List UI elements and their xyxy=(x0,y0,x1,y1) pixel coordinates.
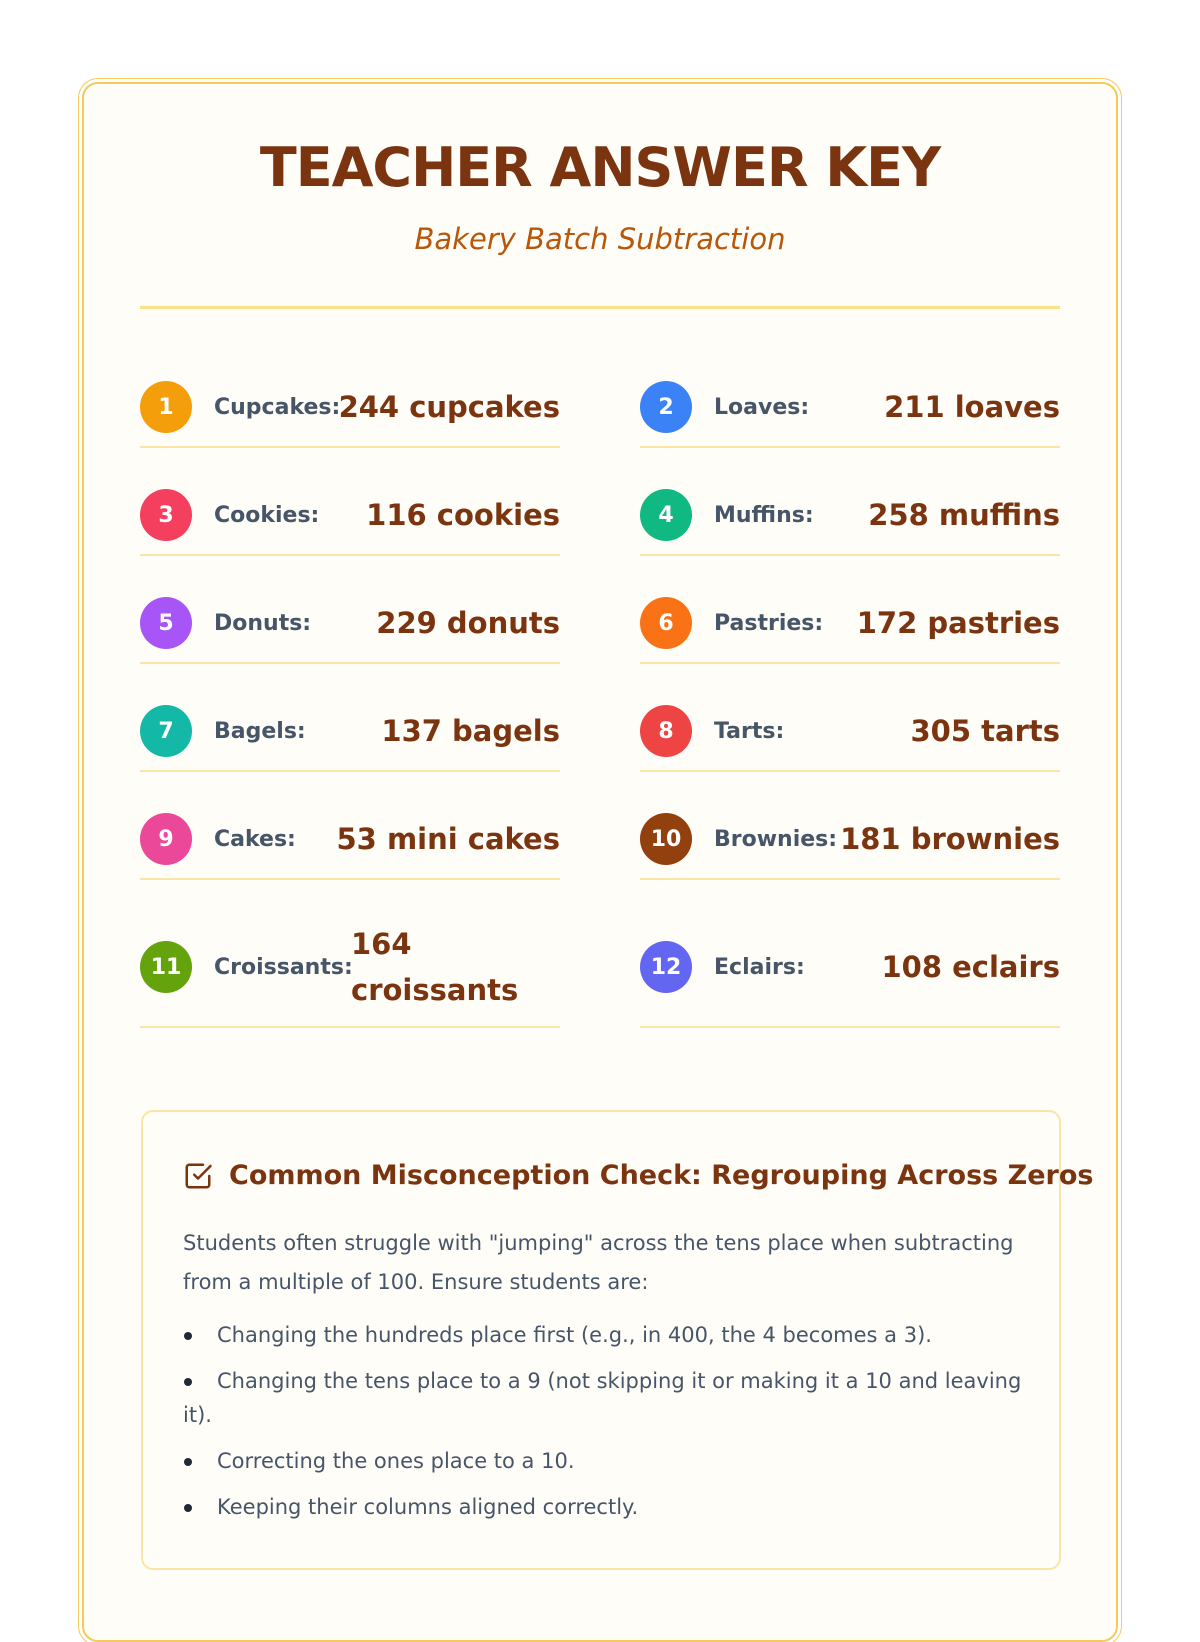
answer-value: 164 croissants xyxy=(351,927,519,1007)
answer-value: 229 donuts xyxy=(376,606,560,640)
answer-label: Loaves: xyxy=(714,394,810,420)
note-header xyxy=(183,1160,1093,1191)
answer-item-5 xyxy=(140,584,560,664)
answer-value: 244 cupcakes xyxy=(338,390,560,424)
answer-item-4 xyxy=(640,476,1060,556)
answer-label: Muffins: xyxy=(714,502,814,528)
number-badge: 2 xyxy=(640,381,692,433)
answer-item-3 xyxy=(140,476,560,556)
number-badge: 11 xyxy=(140,941,192,993)
answer-item-10 xyxy=(640,800,1060,880)
answer-item-8 xyxy=(640,692,1060,772)
answer-label: Donuts: xyxy=(214,610,312,636)
answer-item-6 xyxy=(640,584,1060,664)
page-title: TEACHER ANSWER KEY xyxy=(259,136,941,199)
checkbox-icon xyxy=(183,1161,213,1191)
note-list-item: Correcting the ones place to a 10. xyxy=(183,1444,1023,1478)
answer-value: 53 mini cakes xyxy=(336,822,560,856)
note-list-item: Changing the hundreds place first (e.g., in 400, the 4 becomes a 3). xyxy=(183,1318,1023,1352)
answer-value: 172 pastries xyxy=(856,606,1060,640)
number-badge: 8 xyxy=(640,705,692,757)
note-list xyxy=(183,1318,1023,1536)
answer-value: 305 tarts xyxy=(910,714,1060,748)
answer-label: Brownies: xyxy=(714,826,838,852)
answer-label: Croissants: xyxy=(214,954,353,980)
page-subtitle: Bakery Batch Subtraction xyxy=(414,222,786,256)
note-title: Common Misconception Check: Regrouping Across Zeros xyxy=(229,1160,1094,1191)
number-badge: 3 xyxy=(140,489,192,541)
answer-label: Pastries: xyxy=(714,610,824,636)
number-badge: 4 xyxy=(640,489,692,541)
number-badge: 10 xyxy=(640,813,692,865)
answer-value: 258 muffins xyxy=(868,498,1060,532)
answer-label: Bagels: xyxy=(214,718,306,744)
answer-item-7 xyxy=(140,692,560,772)
answer-value: 137 bagels xyxy=(381,714,560,748)
number-badge: 1 xyxy=(140,381,192,433)
note-list-item: Changing the tens place to a 9 (not skipping it or making it a 10 and leaving it). xyxy=(183,1364,1023,1432)
answer-label: Cookies: xyxy=(214,502,320,528)
answer-label: Eclairs: xyxy=(714,954,805,980)
misconception-note xyxy=(141,1110,1094,1570)
answer-item-12 xyxy=(640,908,1060,1028)
answer-label: Tarts: xyxy=(714,718,785,744)
number-badge: 9 xyxy=(140,813,192,865)
answer-value: 108 eclairs xyxy=(881,950,1060,984)
number-badge: 5 xyxy=(140,597,192,649)
note-intro: Students often struggle with "jumping" across the tens place when subtracting from a multiple of 100. Ensure students are: xyxy=(183,1231,1014,1294)
answer-item-9 xyxy=(140,800,560,880)
answer-item-11 xyxy=(140,908,560,1028)
answer-value: 211 loaves xyxy=(884,390,1060,424)
answer-value: 116 cookies xyxy=(366,498,560,532)
answer-value: 181 brownies xyxy=(840,822,1060,856)
number-badge: 12 xyxy=(640,941,692,993)
answer-label: Cupcakes: xyxy=(214,394,341,420)
answer-label: Cakes: xyxy=(214,826,296,852)
number-badge: 7 xyxy=(140,705,192,757)
number-badge: 6 xyxy=(640,597,692,649)
answer-item-1 xyxy=(140,368,560,448)
answer-item-2 xyxy=(640,368,1060,448)
note-list-item: Keeping their columns aligned correctly. xyxy=(183,1490,1023,1524)
title-divider xyxy=(140,306,1060,309)
